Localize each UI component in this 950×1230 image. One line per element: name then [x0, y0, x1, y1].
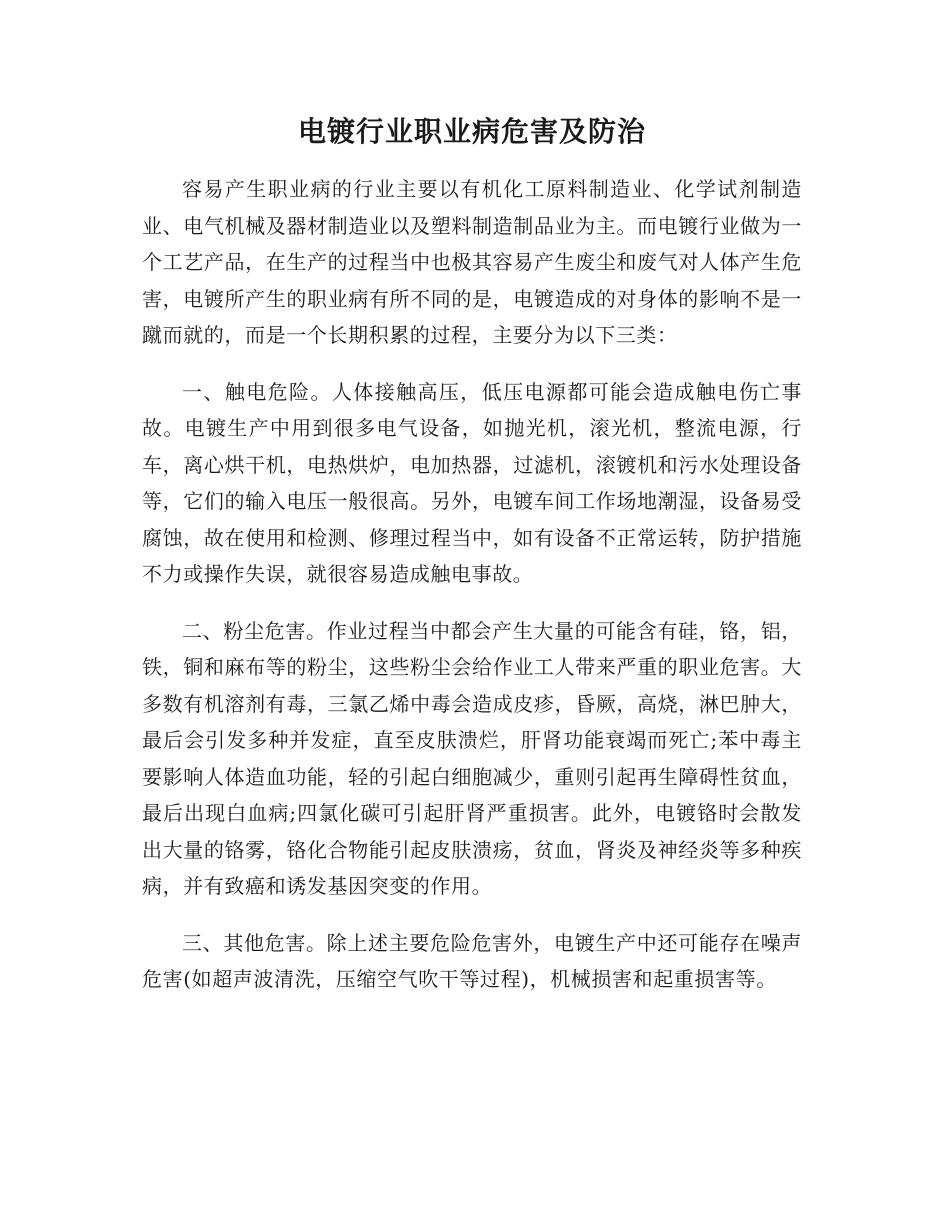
document-page [142, 112, 802, 998]
intro-paragraph: 容易产生职业病的行业主要以有机化工原料制造业、化学试剂制造业、电气机械及器材制造业以及塑料制造制品业为主。而电镀行业做为一个工艺产品，在生产的过程当中也极其容易产生废尘和废气对人体产生危害，电镀所产生的职业病有所不同的是，电镀造成的对身体的影响不是一蹴而就的，而是一个长期积累的过程，主要分为以下三类： [142, 177, 802, 347]
dust-hazard-paragraph: 二、粉尘危害。作业过程当中都会产生大量的可能含有硅，铬，铝，铁，铜和麻布等的粉尘，这些粉尘会给作业工人带来严重的职业危害。大多数有机溶剂有毒，三氯乙烯中毒会造成皮疹，昏厥，高烧，淋巴肿大，最后会引发多种并发症，直至皮肤溃烂，肝肾功能衰竭而死亡;苯中毒主要影响人体造血功能，轻的引起白细胞减少，重则引起再生障碍性贫血，最后出现白血病;四氯化碳可引起肝肾严重损害。此外，电镀铬时会散发出大量的铬雾，铬化合物能引起皮肤溃疡，贫血，肾炎及神经炎等多种疾病，并有致癌和诱发基因突变的作用。 [142, 618, 802, 898]
document-title: 电镀行业职业病危害及防治 [297, 115, 646, 148]
other-hazards-paragraph: 三、其他危害。除上述主要危险危害外，电镀生产中还可能存在噪声危害(如超声波清洗，压缩空气吹干等过程)，机械损害和起重损害等。 [142, 930, 802, 991]
electric-shock-paragraph: 一、触电危险。人体接触高压，低压电源都可能会造成触电伤亡事故。电镀生产中用到很多电气设备，如抛光机，滚光机，整流电源，行车，离心烘干机，电热烘炉，电加热器，过滤机，滚镀机和污水处理设备等，它们的输入电压一般很高。另外，电镀车间工作场地潮湿，设备易受腐蚀，故在使用和检测、修理过程当中，如有设备不正常运转，防护措施不力或操作失误，就很容易造成触电事故。 [142, 379, 802, 586]
